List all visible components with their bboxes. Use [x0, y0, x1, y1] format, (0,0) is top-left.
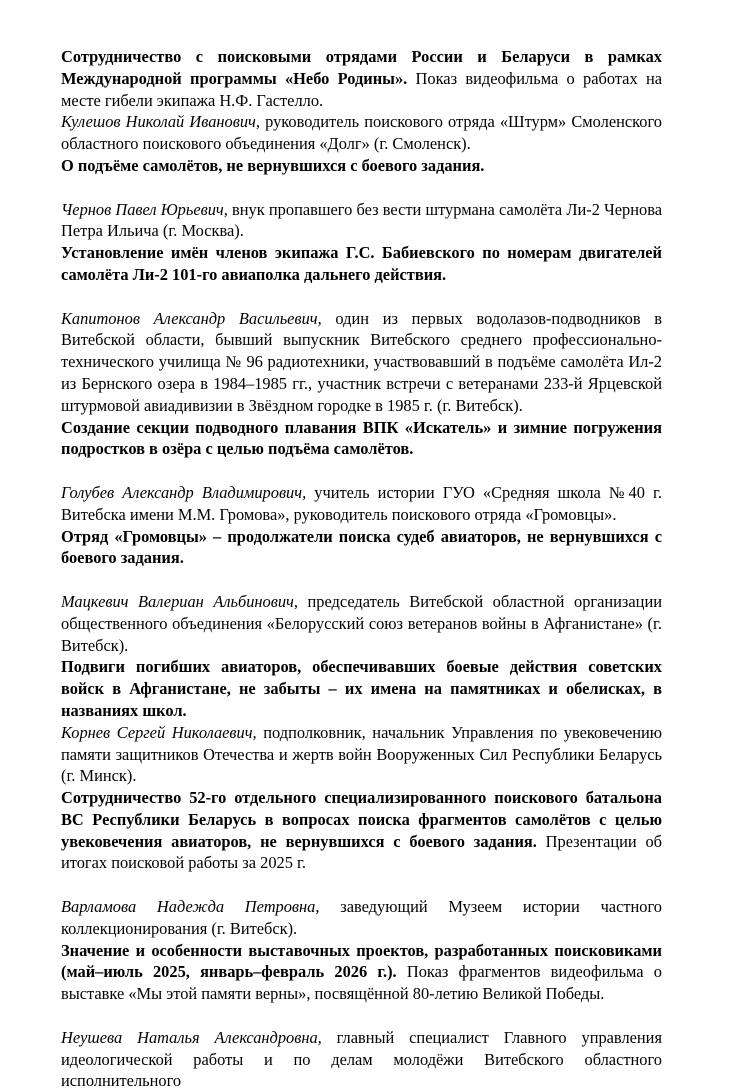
paragraph: [61, 787, 662, 874]
body-text: учитель истории ГУО «Средняя школа №40 г. Витебска имени М.М. Громова», руководитель поискового отряда «Громовцы».: [61, 482, 662, 524]
paragraph: [61, 656, 662, 721]
bold-topic-text: О подъёме самолётов, не вернувшихся с боевого задания.: [61, 155, 485, 175]
body-text: главный специалист Главного управления идеологической работы и по делам молодёжи Витебского областного исполнительного: [61, 1027, 662, 1091]
body-text: руководитель поискового отряда «Штурм» Смоленского областного поискового объединения «Долг» (г. Смоленск).: [61, 112, 662, 154]
bold-topic-text: Создание секции подводного плавания ВПК «Искатель» и зимние погружения подростков в озёра с целью подъёма самолётов.: [61, 417, 662, 459]
speaker-name: Варламова Надежда Петровна,: [61, 897, 320, 917]
speaker-name: Кулешов Николай Иванович,: [61, 112, 260, 132]
speaker-name: Неушева Наталья Александровна,: [61, 1027, 322, 1047]
paragraph: [61, 417, 662, 461]
body-text: Показ фрагментов видеофильма о выставке «Мы этой памяти верны», посвящённой 80-летию Великой Победы.: [61, 962, 662, 1004]
body-text: Презентации об итогах поисковой работы за 2025 г.: [61, 831, 662, 873]
paragraph-spacer: [61, 177, 662, 199]
body-text: подполковник, начальник Управления по увековечению памяти защитников Отечества и жертв войн Вооруженных Сил Республики Беларусь (г. Минск).: [61, 722, 663, 786]
paragraph: [61, 591, 662, 656]
paragraph-spacer: [61, 874, 662, 896]
speaker-name: Мацкевич Валериан Альбинович,: [61, 591, 298, 611]
body-text: один из первых водолазов-подводников в Витебской области, бывший выпускник Витебского среднего профессионально-технического училища № 96 радиотехники, участвовавший в подъёме самолёта Ил-2 из Бернского озера в 1984–1985 гг., участник встречи с ветеранами 233-й Ярцевской штурмовой авиадивизии в Звёздном городке в 1985 г. (г. Витебск).: [61, 308, 662, 415]
body-text: Показ видеофильма о работах на месте гибели экипажа Н.Ф. Гастелло.: [61, 68, 662, 110]
body-text: внук пропавшего без вести штурмана самолёта Ли-2 Чернова Петра Ильича (г. Москва).: [61, 199, 662, 241]
paragraph-spacer: [61, 460, 662, 482]
bold-topic-text: Отряд «Громовцы» – продолжатели поиска судеб авиаторов, не вернувшихся с боевого задания.: [61, 526, 662, 568]
speaker-name: Капитонов Александр Васильевич,: [61, 308, 322, 328]
paragraph: [61, 940, 662, 1005]
bold-topic-text: Подвиги погибших авиаторов, обеспечивавших боевые действия советских войск в Афганистане, не забыты – их имена на памятниках и обелисках, в названиях школ.: [61, 657, 662, 720]
bold-topic-text: Сотрудничество 52-го отдельного специализированного поискового батальона ВС Республики Беларусь в вопросах поиска фрагментов самолётов с целью увековечения авиаторов, не вернувшихся с боевого задания.: [61, 788, 662, 851]
paragraph-spacer: [61, 1005, 662, 1027]
paragraph: [61, 242, 662, 286]
speaker-name: Голубев Александр Владимирович,: [61, 482, 307, 502]
paragraph: [61, 1027, 662, 1092]
paragraph: [61, 155, 662, 177]
paragraph: [61, 722, 662, 787]
paragraph: [61, 199, 662, 243]
bold-topic-text: Установление имён членов экипажа Г.С. Бабиевского по номерам двигателей самолёта Ли-2 101-го авиаполка дальнего действия.: [61, 243, 662, 284]
bold-topic-text: Сотрудничество с поисковыми отрядами России и Беларуси в рамках Международной программы «Небо Родины».: [61, 47, 662, 88]
body-text: заведующий Музеем истории частного коллекционирования (г. Витебск).: [61, 897, 662, 938]
paragraph: [61, 308, 662, 417]
paragraph: [61, 482, 662, 526]
body-text: председатель Витебской областной организации общественного объединения «Белорусский союз ветеранов войны в Афганистане» (г. Витебск).: [61, 591, 662, 655]
paragraph: [61, 526, 662, 570]
speaker-name: Корнев Сергей Николаевич,: [61, 722, 257, 742]
speaker-name: Чернов Павел Юрьевич,: [61, 199, 228, 219]
paragraph: [61, 46, 662, 111]
bold-topic-text: Значение и особенности выставочных проектов, разработанных поисковиками (май–июль 2025, январь–февраль 2026 г.).: [61, 940, 662, 982]
paragraph: [61, 896, 662, 940]
paragraph-spacer: [61, 569, 662, 591]
paragraph: [61, 111, 662, 155]
paragraph-spacer: [61, 286, 662, 308]
